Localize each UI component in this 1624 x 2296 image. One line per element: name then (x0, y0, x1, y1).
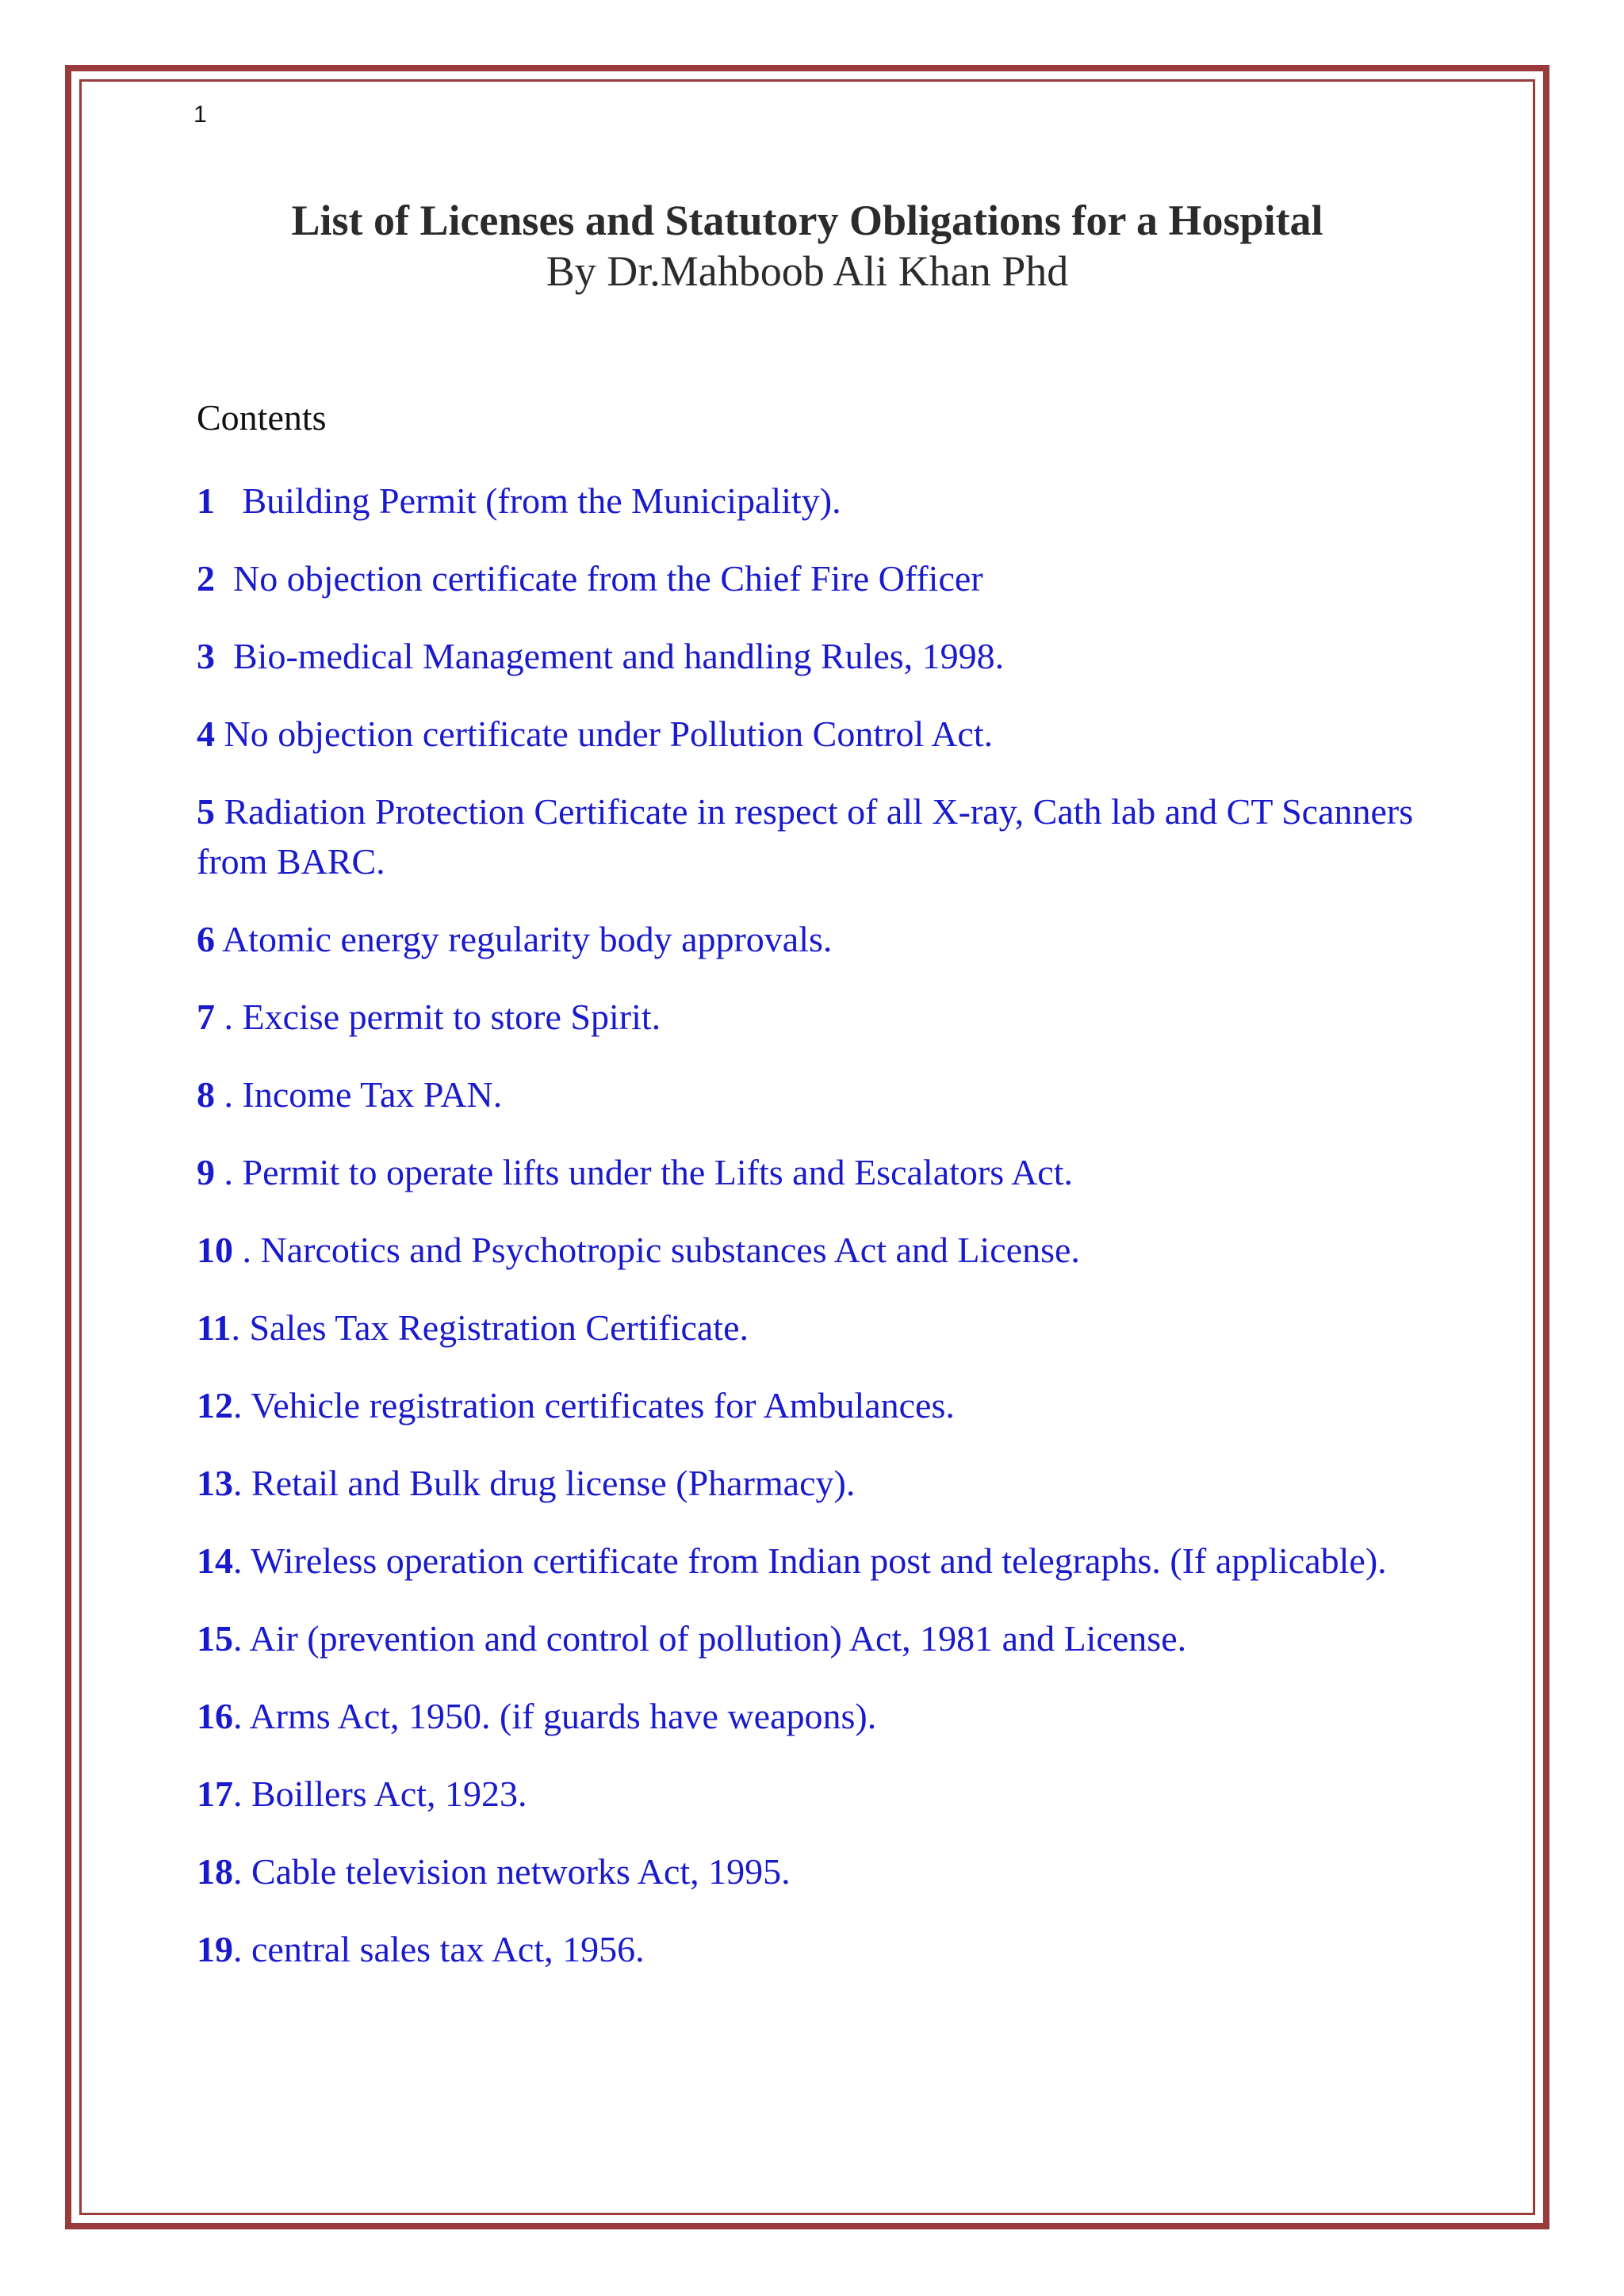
item-number: 16 (197, 1696, 233, 1736)
item-text: . Air (prevention and control of pollution) Act, 1981 and License. (233, 1618, 1187, 1659)
item-text: . Retail and Bulk drug license (Pharmacy). (233, 1463, 856, 1503)
contents-item (197, 631, 1434, 681)
item-text: Atomic energy regularity body approvals. (215, 919, 833, 959)
contents-heading: Contents (197, 397, 327, 438)
item-number: 3 (197, 636, 215, 676)
contents-item (197, 476, 1434, 526)
contents-item (197, 1147, 1434, 1197)
item-number: 6 (197, 919, 215, 959)
contents-item (197, 1458, 1434, 1508)
contents-item (197, 1769, 1434, 1819)
item-number: 15 (197, 1618, 233, 1659)
item-number: 2 (197, 558, 215, 599)
item-number: 13 (197, 1463, 233, 1503)
item-text: Radiation Protection Certificate in respect of all X-ray, Cath lab and CT Scanners from BARC. (197, 791, 1423, 882)
contents-item (197, 709, 1434, 759)
document-author: By Dr.Mahboob Ali Khan Phd (546, 247, 1069, 295)
item-number: 18 (197, 1851, 233, 1892)
title-block (79, 195, 1535, 297)
item-number: 7 (197, 997, 215, 1037)
contents-item (197, 1846, 1434, 1896)
item-number: 10 (197, 1230, 233, 1270)
item-number: 14 (197, 1540, 233, 1581)
contents-list (197, 476, 1434, 2002)
item-text: . Income Tax PAN. (215, 1074, 503, 1115)
item-number: 17 (197, 1774, 233, 1814)
contents-item (197, 1613, 1434, 1663)
item-number: 5 (197, 791, 215, 832)
item-text: . Arms Act, 1950. (if guards have weapons). (233, 1696, 877, 1736)
item-text: Bio-medical Management and handling Rules, 1998. (215, 636, 1005, 676)
contents-item (197, 1380, 1434, 1430)
item-number: 9 (197, 1152, 215, 1192)
item-number: 12 (197, 1385, 233, 1425)
item-text: No objection certificate under Pollution Control Act. (215, 714, 994, 754)
item-text: . Cable television networks Act, 1995. (233, 1851, 791, 1892)
contents-item (197, 1303, 1434, 1353)
item-number: 8 (197, 1074, 215, 1115)
item-text: . Narcotics and Psychotropic substances Act and License. (233, 1230, 1080, 1270)
item-text: . Excise permit to store Spirit. (215, 997, 661, 1037)
item-text: . Boillers Act, 1923. (233, 1774, 527, 1814)
contents-item (197, 1225, 1434, 1275)
contents-item (197, 1070, 1434, 1119)
contents-item (197, 786, 1434, 886)
item-number: 11 (197, 1307, 232, 1348)
contents-item (197, 1691, 1434, 1741)
page-number: 1 (193, 101, 207, 128)
item-text: . Wireless operation certificate from Indian post and telegraphs. (If applicable). (233, 1540, 1387, 1581)
item-text: No objection certificate from the Chief Fire Officer (215, 558, 983, 599)
item-text: . Vehicle registration certificates for Ambulances. (233, 1385, 955, 1425)
contents-item (197, 914, 1434, 964)
item-number: 1 (197, 480, 215, 521)
item-text: . Permit to operate lifts under the Lifts and Escalators Act. (215, 1152, 1073, 1192)
item-text: . central sales tax Act, 1956. (233, 1929, 645, 1969)
contents-item (197, 992, 1434, 1042)
item-text: . Sales Tax Registration Certificate. (231, 1307, 749, 1348)
document-title: List of Licenses and Statutory Obligations for a Hospital (291, 197, 1323, 244)
contents-item (197, 1536, 1434, 1586)
item-text: Building Permit (from the Municipality). (215, 480, 841, 521)
contents-item (197, 1924, 1434, 1974)
contents-item (197, 553, 1434, 603)
item-number: 19 (197, 1929, 233, 1969)
item-number: 4 (197, 714, 215, 754)
